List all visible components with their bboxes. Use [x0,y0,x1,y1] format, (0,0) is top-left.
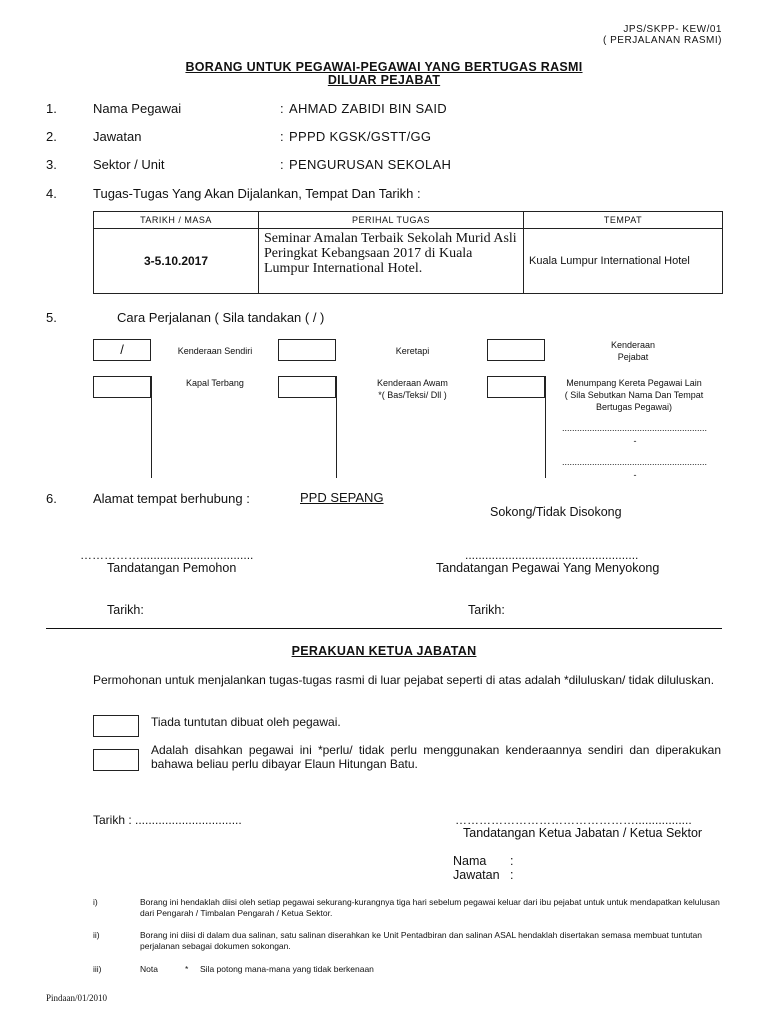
divider-line [545,376,546,478]
signature-line-ketua[interactable]: ………………………………………................. [455,813,692,827]
checkbox-kenderaan-sendiri[interactable]: / [93,339,151,361]
field-num-1: 1. [46,101,57,116]
note-num-2: ii) [93,930,100,940]
alamat-value[interactable]: PPD SEPANG [300,490,384,505]
checkbox-disahkan[interactable] [93,749,139,771]
checkbox-menumpang[interactable] [487,376,545,398]
divider-line [336,376,337,478]
field-num-4: 4. [46,186,57,201]
field-num-5: 5. [46,310,57,325]
option-label-kenderaan-pejabat [580,339,686,363]
tugas-table [93,211,723,294]
form-title-line2: DILUAR PEJABAT [327,73,441,87]
option-label-kenderaan-awam [355,377,470,401]
signature-label-penyokong: Tandatangan Pegawai Yang Menyokong [436,561,660,575]
check-label-tiada-tuntutan: Tiada tuntutan dibuat oleh pegawai. [151,715,341,729]
footer-version: Pindaan/01/2010 [46,993,107,1003]
option-label-kenderaan-pejabat-l2: Pejabat [617,352,649,362]
checkbox-kapal-terbang[interactable] [93,376,151,398]
option-label-kenderaan-sendiri: Kenderaan Sendiri [177,346,253,356]
cell-tempat[interactable]: Kuala Lumpur International Hotel [524,229,723,294]
note-text-2: Borang ini diisi di dalam dua salinan, satu salinan diserahkan ke Unit Pentadbiran dan salinan ASAL hendaklah disertakan semasa membuat tuntutan perjalanan sebagai dokumen sokongan. [140,930,702,951]
checkbox-kenderaan-pejabat[interactable] [487,339,545,361]
note-num-1: i) [93,897,98,907]
option-label-kenderaan-awam-l2: *( Bas/Teksi/ Dll ) [378,390,447,400]
nama-label: Nama [453,854,487,868]
form-code-sub: ( PERJALANAN RASMI) [603,35,722,46]
field-value-jawatan[interactable]: PPPD KGSK/GSTT/GG [289,129,432,144]
note-text-3: Sila potong mana-mana yang tidak berkenaan [200,964,374,974]
section-divider [46,628,722,629]
field-num-6: 6. [46,491,57,506]
checkbox-kenderaan-awam[interactable] [278,376,336,398]
col-header-perihal: PERIHAL TUGAS [259,212,524,229]
note-text-1: Borang ini hendaklah diisi oleh setiap pegawai sekurang-kurangnya tiga hari sebelum pegawai keluar dari ibu pejabat untuk untuk mendapatkan kelulusan dari Pengarah / Timbalan Pengarah / Ketua Sektor. [140,897,720,918]
signature-line-penyokong[interactable]: .................................................... [465,548,639,562]
option-label-menumpang-l3: Bertugas Pegawai) [595,402,673,412]
perakuan-title: PERAKUAN KETUA JABATAN [291,644,477,658]
option-label-kenderaan-awam-l1: Kenderaan Awam [377,378,448,388]
cell-perihal[interactable]: Seminar Amalan Terbaik Sekolah Murid Asli Peringkat Kebangsaan 2017 di Kuala Lumpur International Hotel. [259,229,524,294]
field-label-sektor: Sektor / Unit [93,157,165,172]
menumpang-dash-2: - [633,470,637,480]
note-star: * [185,964,189,974]
menumpang-dots-2[interactable]: .......................................................... [561,457,708,467]
signature-label-pemohon: Tandatangan Pemohon [107,561,237,575]
signature-label-ketua: Tandatangan Ketua Jabatan / Ketua Sektor [463,826,703,840]
field-colon: : [280,157,284,172]
field-colon: : [280,101,284,116]
option-label-menumpang-l2: ( Sila Sebutkan Nama Dan Tempat [564,390,704,400]
cell-tarikh[interactable]: 3-5.10.2017 [94,229,259,294]
cara-perjalanan-label: Cara Perjalanan ( Sila tandakan ( / ) [117,310,325,325]
field-num-2: 2. [46,129,57,144]
menumpang-dots-1[interactable]: .......................................................... [561,423,708,433]
note-nota-label: Nota [140,964,158,974]
option-label-kenderaan-pejabat-l1: Kenderaan [610,340,656,350]
tarikh-penyokong[interactable]: Tarikh: [468,603,505,617]
field-colon: : [280,129,284,144]
table-row [94,229,723,294]
signature-line-pemohon[interactable]: …………….................................. [80,548,254,562]
option-label-menumpang-l1: Menumpang Kereta Pegawai Lain [566,378,702,388]
field-value-nama[interactable]: AHMAD ZABIDI BIN SAID [289,101,447,116]
perakuan-tarikh[interactable]: Tarikh : ................................ [93,813,242,827]
menumpang-dash-1: - [633,436,637,446]
checkbox-tiada-tuntutan[interactable] [93,715,139,737]
perakuan-paragraph: Permohonan untuk menjalankan tugas-tugas rasmi di luar pejabat seperti di atas adalah *diluluskan/ tidak diluluskan. [93,673,715,687]
alamat-label: Alamat tempat berhubung : [93,491,250,506]
col-header-tempat: TEMPAT [524,212,723,229]
option-label-keretapi: Keretapi [395,346,430,356]
form-code: JPS/SKPP- KEW/01 [623,24,722,35]
divider-line [151,376,152,478]
check-label-disahkan: Adalah disahkan pegawai ini *perlu/ tidak perlu menggunakan kenderaannya sendiri dan diperakukan bahawa beliau perlu dibayar Elaun Hitungan Batu. [151,743,721,771]
checkbox-keretapi[interactable] [278,339,336,361]
sokong-text[interactable]: Sokong/Tidak Disokong [490,505,622,519]
jawatan-label: Jawatan [453,868,500,882]
form-title: BORANG UNTUK PEGAWAI-PEGAWAI YANG BERTUGAS RASMI [185,60,583,74]
option-label-menumpang [548,377,720,413]
field-value-sektor[interactable]: PENGURUSAN SEKOLAH [289,157,452,172]
nama-colon[interactable]: : [510,854,514,868]
field-label-jawatan: Jawatan [93,129,142,144]
jawatan-colon[interactable]: : [510,868,514,882]
tugas-label: Tugas-Tugas Yang Akan Dijalankan, Tempat Dan Tarikh : [93,186,421,201]
field-label-nama: Nama Pegawai [93,101,182,116]
option-label-kapal-terbang: Kapal Terbang [186,378,244,388]
note-num-3: iii) [93,964,102,974]
tarikh-pemohon[interactable]: Tarikh: [107,603,144,617]
col-header-tarikh: TARIKH / MASA [94,212,259,229]
field-num-3: 3. [46,157,57,172]
